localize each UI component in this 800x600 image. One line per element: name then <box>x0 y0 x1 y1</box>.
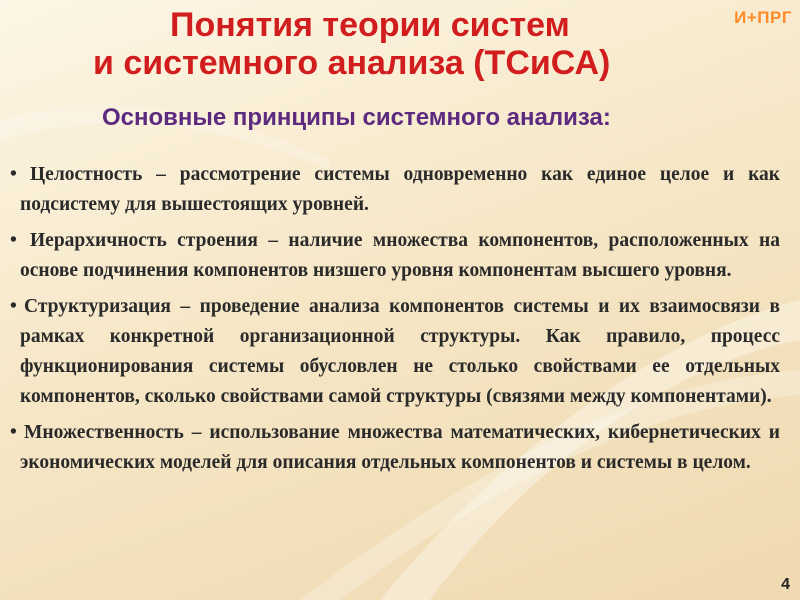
title-line-1: Понятия теории систем <box>170 6 570 44</box>
bullet-icon: • <box>10 296 17 317</box>
list-item-text: Структуризация – проведение анализа компонентов системы и их взаимосвязи в рамках конкретной организационной структуры. Как правило, процесс функционирования системы обусловлен не столько свойствами ее отдельных компонентов, сколько свойствами самой структуры (связями между компонентами). <box>20 296 780 407</box>
list-item-text: Целостность – рассмотрение системы одновременно как единое целое и как подсистему для вышестоящих уровней. <box>20 164 780 215</box>
section-subtitle: Основные принципы системного анализа: <box>102 104 611 131</box>
bullet-icon: • <box>10 164 17 185</box>
principles-list <box>12 160 780 484</box>
course-badge: И+ПРГ <box>734 8 792 27</box>
list-item-integrity <box>12 160 780 220</box>
list-item-multiplicity <box>12 418 780 478</box>
list-item-hierarchy <box>12 226 780 286</box>
list-item-structuring <box>12 292 780 412</box>
bullet-icon: • <box>10 422 17 443</box>
page-number: 4 <box>781 576 790 593</box>
list-item-text: Множественность – использование множества математических, кибернетических и экономических моделей для описания отдельных компонентов и системы в целом. <box>20 422 780 473</box>
title-line-2: и системного анализа (ТСиСА) <box>93 44 611 82</box>
bullet-icon: • <box>10 230 17 251</box>
list-item-text: Иерархичность строения – наличие множества компонентов, расположенных на основе подчинения компонентов низшего уровня компонентам высшего уровня. <box>20 230 780 281</box>
